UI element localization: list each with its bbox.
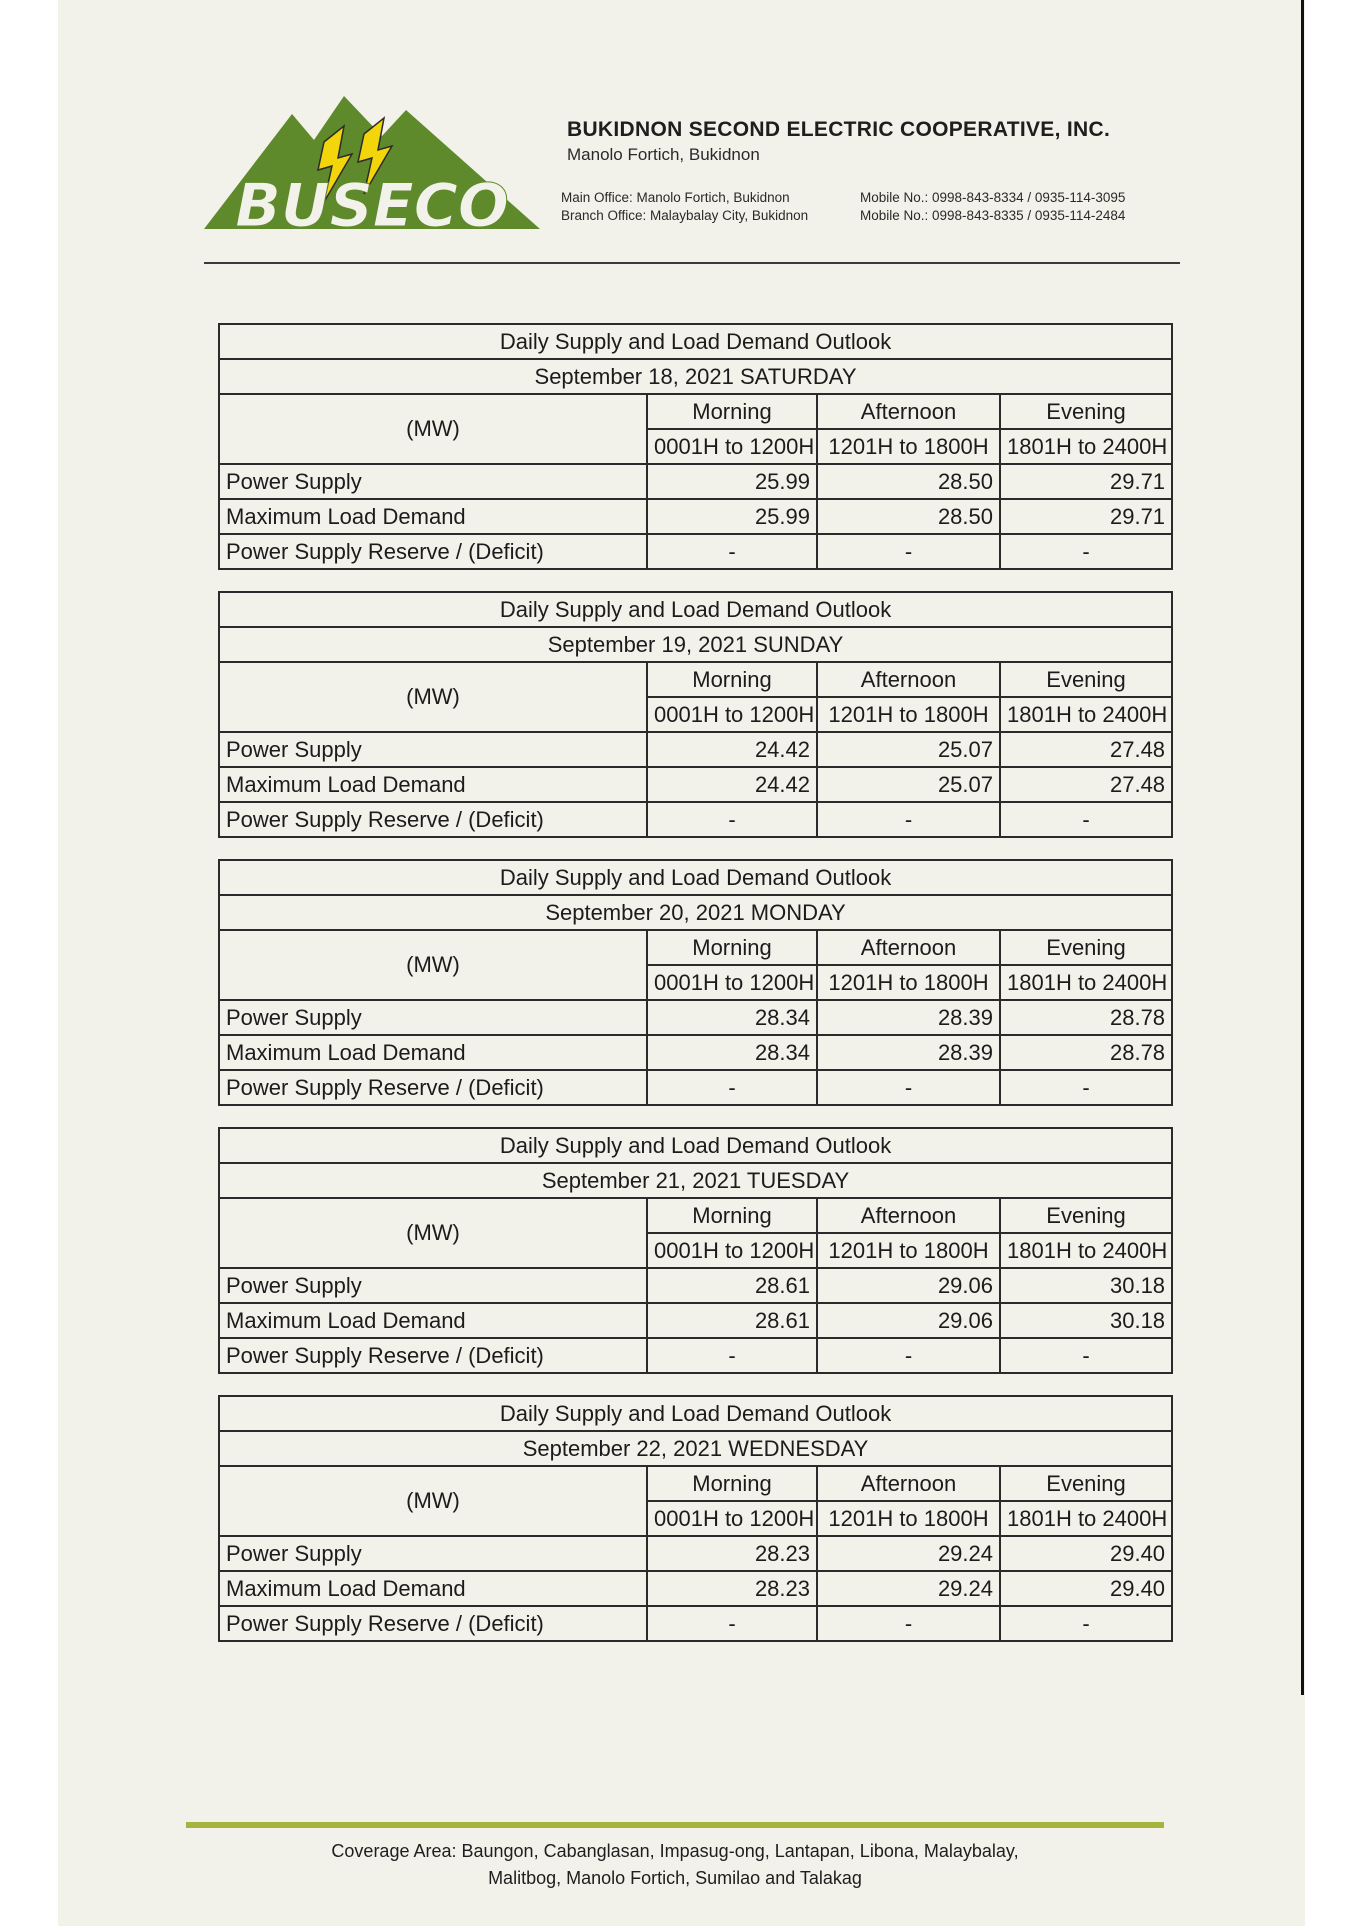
logo-wordmark: BUSECO: [235, 171, 509, 234]
outlook-table: [218, 1127, 1173, 1374]
range-evening: 1801H to 2400H: [1000, 697, 1172, 732]
coverage-area: [186, 1838, 1164, 1892]
range-evening: 1801H to 2400H: [1000, 965, 1172, 1000]
value-cell: 24.42: [647, 767, 817, 802]
range-morning: 0001H to 1200H: [647, 429, 817, 464]
range-morning: 0001H to 1200H: [647, 965, 817, 1000]
row-max-load-demand: [219, 1303, 1172, 1338]
period-afternoon: Afternoon: [817, 930, 1000, 965]
org-header: [567, 118, 1110, 165]
table-date: September 20, 2021 MONDAY: [219, 895, 1172, 930]
table-title: Daily Supply and Load Demand Outlook: [219, 324, 1172, 359]
range-afternoon: 1201H to 1800H: [817, 965, 1000, 1000]
range-morning: 0001H to 1200H: [647, 1233, 817, 1268]
row-reserve-deficit: [219, 1606, 1172, 1641]
value-cell: 28.78: [1000, 1035, 1172, 1070]
row-label: Power Supply: [219, 1536, 647, 1571]
row-max-load-demand: [219, 1571, 1172, 1606]
value-cell: 28.61: [647, 1268, 817, 1303]
row-label: Maximum Load Demand: [219, 499, 647, 534]
value-cell: 28.23: [647, 1536, 817, 1571]
period-morning: Morning: [647, 662, 817, 697]
row-label: Maximum Load Demand: [219, 1303, 647, 1338]
row-label: Power Supply: [219, 732, 647, 767]
table-date: September 18, 2021 SATURDAY: [219, 359, 1172, 394]
range-afternoon: 1201H to 1800H: [817, 1501, 1000, 1536]
value-cell: 29.71: [1000, 499, 1172, 534]
row-reserve-deficit: [219, 802, 1172, 837]
range-morning: 0001H to 1200H: [647, 1501, 817, 1536]
row-label: Maximum Load Demand: [219, 1035, 647, 1070]
branch-office: Branch Office: Malaybalay City, Bukidnon: [561, 208, 809, 223]
row-power-supply: [219, 1536, 1172, 1571]
main-office: Main Office: Manolo Fortich, Bukidnon: [561, 190, 790, 205]
row-label: Power Supply: [219, 1000, 647, 1035]
value-cell: 28.78: [1000, 1000, 1172, 1035]
value-cell: -: [817, 1070, 1000, 1105]
row-reserve-deficit: [219, 1338, 1172, 1373]
buseco-logo: [204, 94, 540, 234]
period-afternoon: Afternoon: [817, 662, 1000, 697]
value-cell: 29.40: [1000, 1571, 1172, 1606]
value-cell: 24.42: [647, 732, 817, 767]
main-mobile: Mobile No.: 0998-843-8334 / 0935-114-3095: [860, 190, 1126, 205]
value-cell: 29.40: [1000, 1536, 1172, 1571]
period-evening: Evening: [1000, 1466, 1172, 1501]
table-title: Daily Supply and Load Demand Outlook: [219, 592, 1172, 627]
outlook-table: [218, 1395, 1173, 1642]
period-morning: Morning: [647, 930, 817, 965]
value-cell: 29.24: [817, 1536, 1000, 1571]
value-cell: -: [1000, 1070, 1172, 1105]
range-afternoon: 1201H to 1800H: [817, 1233, 1000, 1268]
value-cell: -: [647, 1070, 817, 1105]
value-cell: 28.34: [647, 1000, 817, 1035]
range-evening: 1801H to 2400H: [1000, 1233, 1172, 1268]
value-cell: -: [647, 802, 817, 837]
range-afternoon: 1201H to 1800H: [817, 697, 1000, 732]
value-cell: 28.39: [817, 1035, 1000, 1070]
outlook-table: [218, 323, 1173, 570]
row-power-supply: [219, 464, 1172, 499]
value-cell: -: [1000, 1338, 1172, 1373]
row-label: Power Supply: [219, 464, 647, 499]
row-label: Maximum Load Demand: [219, 1571, 647, 1606]
value-cell: 29.06: [817, 1268, 1000, 1303]
value-cell: 28.50: [817, 499, 1000, 534]
range-evening: 1801H to 2400H: [1000, 429, 1172, 464]
period-evening: Evening: [1000, 394, 1172, 429]
value-cell: -: [817, 1338, 1000, 1373]
table-date: September 21, 2021 TUESDAY: [219, 1163, 1172, 1198]
period-evening: Evening: [1000, 662, 1172, 697]
scan-edge: [1301, 0, 1304, 1695]
header-divider: [204, 262, 1180, 264]
range-morning: 0001H to 1200H: [647, 697, 817, 732]
unit-label: (MW): [219, 394, 647, 464]
value-cell: -: [817, 534, 1000, 569]
row-label: Power Supply Reserve / (Deficit): [219, 534, 647, 569]
coverage-line-2: Malitbog, Manolo Fortich, Sumilao and Talakag: [488, 1868, 862, 1888]
row-label: Power Supply Reserve / (Deficit): [219, 1606, 647, 1641]
footer-divider: [186, 1822, 1164, 1828]
org-name: BUKIDNON SECOND ELECTRIC COOPERATIVE, INC.: [567, 118, 1111, 141]
value-cell: 30.18: [1000, 1268, 1172, 1303]
value-cell: 27.48: [1000, 732, 1172, 767]
table-title: Daily Supply and Load Demand Outlook: [219, 1128, 1172, 1163]
range-evening: 1801H to 2400H: [1000, 1501, 1172, 1536]
value-cell: -: [817, 1606, 1000, 1641]
period-morning: Morning: [647, 1198, 817, 1233]
org-location: Manolo Fortich, Bukidnon: [567, 145, 760, 164]
value-cell: 28.23: [647, 1571, 817, 1606]
row-reserve-deficit: [219, 534, 1172, 569]
row-max-load-demand: [219, 767, 1172, 802]
row-power-supply: [219, 1268, 1172, 1303]
value-cell: 28.50: [817, 464, 1000, 499]
row-max-load-demand: [219, 1035, 1172, 1070]
period-afternoon: Afternoon: [817, 1466, 1000, 1501]
table-title: Daily Supply and Load Demand Outlook: [219, 1396, 1172, 1431]
value-cell: 27.48: [1000, 767, 1172, 802]
value-cell: -: [1000, 534, 1172, 569]
row-label: Maximum Load Demand: [219, 767, 647, 802]
value-cell: -: [817, 802, 1000, 837]
table-title: Daily Supply and Load Demand Outlook: [219, 860, 1172, 895]
period-evening: Evening: [1000, 930, 1172, 965]
unit-label: (MW): [219, 1198, 647, 1268]
table-date: September 19, 2021 SUNDAY: [219, 627, 1172, 662]
value-cell: 28.34: [647, 1035, 817, 1070]
range-afternoon: 1201H to 1800H: [817, 429, 1000, 464]
coverage-line-1: Coverage Area: Baungon, Cabanglasan, Impasug-ong, Lantapan, Libona, Malaybalay,: [331, 1841, 1019, 1861]
unit-label: (MW): [219, 930, 647, 1000]
value-cell: -: [1000, 1606, 1172, 1641]
unit-label: (MW): [219, 662, 647, 732]
contact-info: [561, 190, 1125, 223]
branch-mobile: Mobile No.: 0998-843-8335 / 0935-114-2484: [860, 208, 1126, 223]
period-morning: Morning: [647, 1466, 817, 1501]
row-reserve-deficit: [219, 1070, 1172, 1105]
value-cell: 25.99: [647, 499, 817, 534]
row-max-load-demand: [219, 499, 1172, 534]
table-date: September 22, 2021 WEDNESDAY: [219, 1431, 1172, 1466]
value-cell: 29.06: [817, 1303, 1000, 1338]
value-cell: 29.24: [817, 1571, 1000, 1606]
row-label: Power Supply Reserve / (Deficit): [219, 802, 647, 837]
period-afternoon: Afternoon: [817, 1198, 1000, 1233]
row-power-supply: [219, 732, 1172, 767]
row-label: Power Supply: [219, 1268, 647, 1303]
value-cell: 28.61: [647, 1303, 817, 1338]
value-cell: -: [647, 1606, 817, 1641]
value-cell: 25.07: [817, 767, 1000, 802]
row-label: Power Supply Reserve / (Deficit): [219, 1338, 647, 1373]
period-evening: Evening: [1000, 1198, 1172, 1233]
value-cell: 25.07: [817, 732, 1000, 767]
period-afternoon: Afternoon: [817, 394, 1000, 429]
row-power-supply: [219, 1000, 1172, 1035]
row-label: Power Supply Reserve / (Deficit): [219, 1070, 647, 1105]
value-cell: -: [647, 534, 817, 569]
value-cell: 28.39: [817, 1000, 1000, 1035]
value-cell: -: [647, 1338, 817, 1373]
value-cell: 25.99: [647, 464, 817, 499]
outlook-table: [218, 859, 1173, 1106]
period-morning: Morning: [647, 394, 817, 429]
value-cell: -: [1000, 802, 1172, 837]
value-cell: 30.18: [1000, 1303, 1172, 1338]
unit-label: (MW): [219, 1466, 647, 1536]
outlook-table: [218, 591, 1173, 838]
value-cell: 29.71: [1000, 464, 1172, 499]
